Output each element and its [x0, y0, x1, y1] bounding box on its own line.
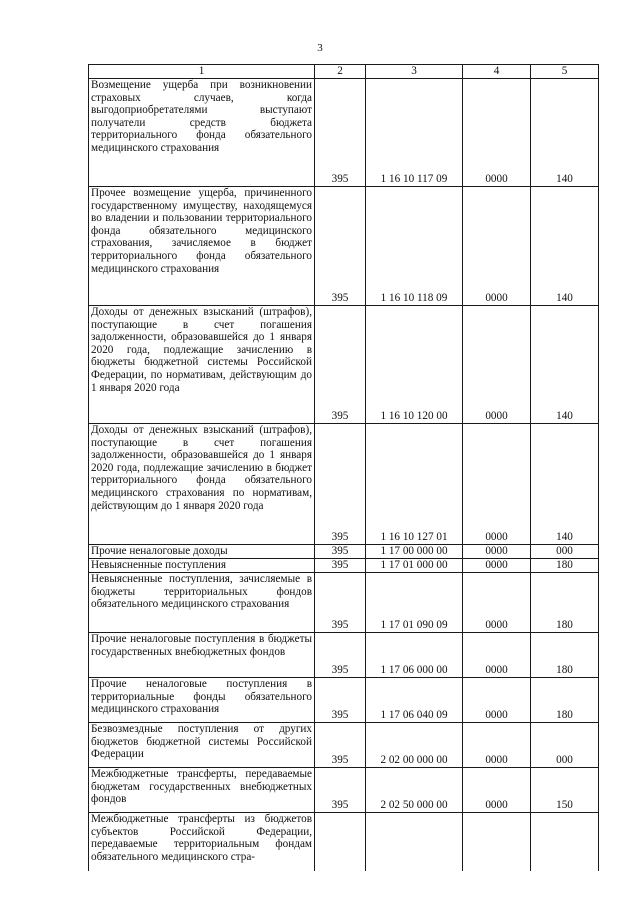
row-subtype-code — [463, 813, 531, 871]
row-admin-code: 395 — [315, 559, 366, 573]
table-header-row — [89, 65, 599, 79]
row-subtype-code: 0000 — [463, 559, 531, 573]
row-classifier-code: 140 — [531, 187, 599, 306]
row-description: Возмещение ущерба при возникновении страховых случаев, когда выгодоприобретателями выступают получатели средств бюджета территориального фонда обязательного медицинского страхования — [89, 79, 315, 187]
row-subtype-code: 0000 — [463, 723, 531, 768]
row-admin-code: 395 — [315, 79, 366, 187]
row-classifier-code: 150 — [531, 768, 599, 813]
row-description: Доходы от денежных взысканий (штрафов), поступающие в счет погашения задолженности, образовавшейся до 1 января 2020 года, подлежащие зачислению в бюджеты бюджетной системы Российской Федерации, по нормативам, действующим до 1 января 2020 года — [89, 306, 315, 424]
page-number: 3 — [317, 42, 323, 54]
row-revenue-code: 1 17 01 000 00 — [366, 559, 463, 573]
table-row — [89, 678, 599, 723]
row-description: Невыясненные поступления — [89, 559, 315, 573]
row-subtype-code: 0000 — [463, 187, 531, 306]
row-classifier-code: 000 — [531, 723, 599, 768]
column-header: 4 — [463, 65, 531, 79]
row-subtype-code: 0000 — [463, 678, 531, 723]
table-row — [89, 545, 599, 559]
row-description: Прочие неналоговые поступления в бюджеты государственных внебюджетных фондов — [89, 633, 315, 678]
row-classifier-code: 180 — [531, 559, 599, 573]
row-subtype-code: 0000 — [463, 633, 531, 678]
row-admin-code: 395 — [315, 768, 366, 813]
row-classifier-code: 180 — [531, 573, 599, 633]
row-description: Прочие неналоговые доходы — [89, 545, 315, 559]
row-classifier-code: 140 — [531, 306, 599, 424]
row-admin-code — [315, 813, 366, 871]
row-admin-code: 395 — [315, 678, 366, 723]
row-subtype-code: 0000 — [463, 424, 531, 545]
row-subtype-code: 0000 — [463, 545, 531, 559]
row-admin-code: 395 — [315, 306, 366, 424]
row-revenue-code: 1 16 10 118 09 — [366, 187, 463, 306]
column-header: 5 — [531, 65, 599, 79]
row-classifier-code: 000 — [531, 545, 599, 559]
row-revenue-code: 1 17 00 000 00 — [366, 545, 463, 559]
row-admin-code: 395 — [315, 545, 366, 559]
row-admin-code: 395 — [315, 633, 366, 678]
table-row — [89, 79, 599, 187]
column-header: 3 — [366, 65, 463, 79]
table-row — [89, 573, 599, 633]
row-admin-code: 395 — [315, 573, 366, 633]
row-subtype-code: 0000 — [463, 768, 531, 813]
table-row — [89, 633, 599, 678]
row-subtype-code: 0000 — [463, 573, 531, 633]
row-description: Доходы от денежных взысканий (штрафов), поступающие в счет погашения задолженности, образовавшейся до 1 января 2020 года, подлежащие зачислению в бюджет территориального фонда обязательного медицинского страхования по нормативам, действующим до 1 января 2020 года — [89, 424, 315, 545]
row-revenue-code: 1 16 10 117 09 — [366, 79, 463, 187]
row-revenue-code: 1 17 01 090 09 — [366, 573, 463, 633]
table-row — [89, 187, 599, 306]
table-row — [89, 306, 599, 424]
row-description: Прочие неналоговые поступления в территориальные фонды обязательного медицинского страхования — [89, 678, 315, 723]
row-classifier-code: 180 — [531, 633, 599, 678]
column-header: 1 — [89, 65, 315, 79]
row-classifier-code: 180 — [531, 678, 599, 723]
row-description: Межбюджетные трансферты из бюджетов субъектов Российской Федерации, передаваемые территориальным фондам обязательного медицинского стра- — [89, 813, 315, 871]
row-description: Невыясненные поступления, зачисляемые в бюджеты территориальных фондов обязательного медицинского страхования — [89, 573, 315, 633]
row-classifier-code — [531, 813, 599, 871]
row-description: Безвозмездные поступления от других бюджетов бюджетной системы Российской Федерации — [89, 723, 315, 768]
table-row — [89, 424, 599, 545]
revenue-codes-table — [88, 64, 599, 871]
row-revenue-code: 1 17 06 000 00 — [366, 633, 463, 678]
row-admin-code: 395 — [315, 424, 366, 545]
row-revenue-code: 2 02 00 000 00 — [366, 723, 463, 768]
column-header: 2 — [315, 65, 366, 79]
table-row — [89, 559, 599, 573]
row-admin-code: 395 — [315, 723, 366, 768]
table-row — [89, 723, 599, 768]
row-revenue-code: 1 17 06 040 09 — [366, 678, 463, 723]
table-row — [89, 768, 599, 813]
row-description: Межбюджетные трансферты, передаваемые бюджетам государственных внебюджетных фондов — [89, 768, 315, 813]
row-description: Прочее возмещение ущерба, причиненного государственному имуществу, находящемуся во владении и пользовании территориального фонда обязательного медицинского страхования, зачисляемое в бюджет территориального фонда обязательного медицинского страхования — [89, 187, 315, 306]
row-admin-code: 395 — [315, 187, 366, 306]
table-row — [89, 813, 599, 871]
row-revenue-code — [366, 813, 463, 871]
row-revenue-code: 1 16 10 127 01 — [366, 424, 463, 545]
row-subtype-code: 0000 — [463, 79, 531, 187]
row-classifier-code: 140 — [531, 79, 599, 187]
row-classifier-code: 140 — [531, 424, 599, 545]
row-revenue-code: 1 16 10 120 00 — [366, 306, 463, 424]
row-revenue-code: 2 02 50 000 00 — [366, 768, 463, 813]
row-subtype-code: 0000 — [463, 306, 531, 424]
